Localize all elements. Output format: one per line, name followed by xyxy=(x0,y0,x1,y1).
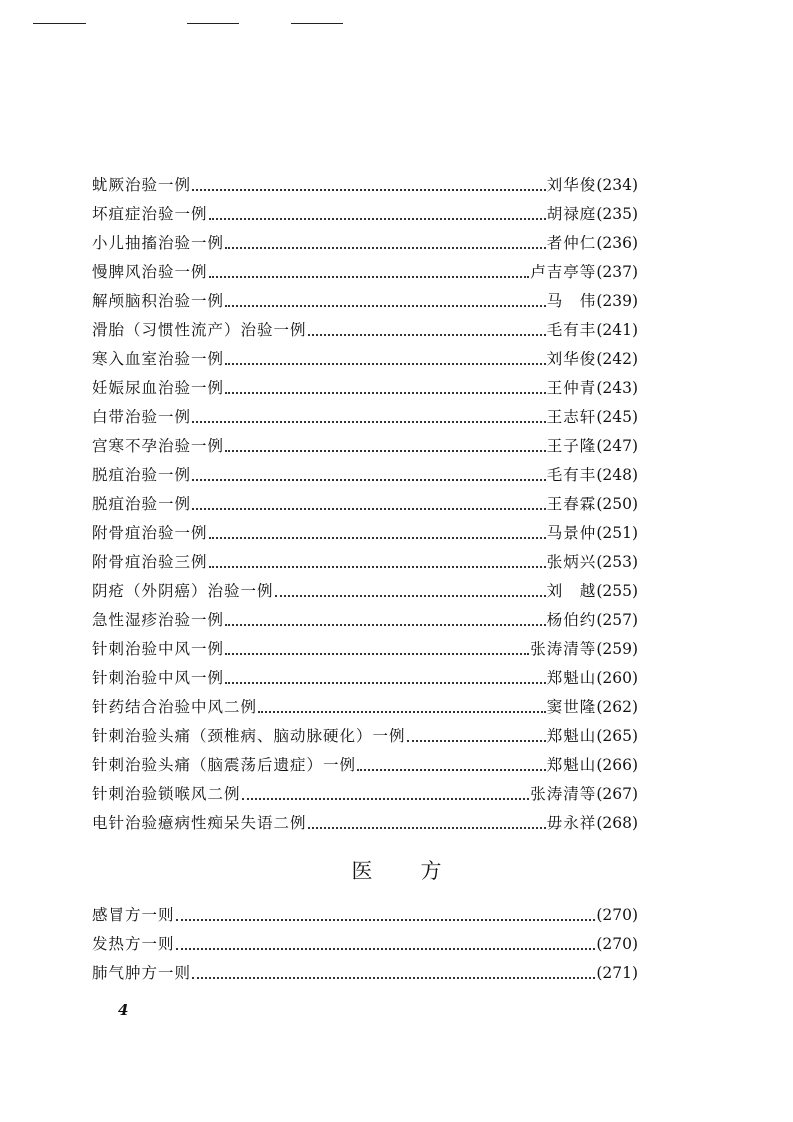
toc-entry-page: (241) xyxy=(596,321,638,339)
toc-entry-author: 胡禄庭 xyxy=(546,205,597,223)
top-rule-middle xyxy=(187,23,239,24)
toc-entry-title: 针刺治验中风一例 xyxy=(92,640,225,658)
toc-entry-page: (262) xyxy=(596,698,638,716)
toc-entry-title: 急性湿疹治验一例 xyxy=(92,611,225,629)
toc-entry-author: 刘 越 xyxy=(546,582,597,600)
page-number: 4 xyxy=(118,1001,129,1019)
toc-entry xyxy=(92,548,638,572)
toc-leader-dots xyxy=(192,977,595,979)
toc-entry-title: 蚘厥治验一例 xyxy=(92,176,192,194)
toc-entry xyxy=(92,577,638,601)
toc-entry-title: 感冒方一则 xyxy=(92,906,175,924)
toc-entry-page: (257) xyxy=(596,611,638,629)
toc-leader-dots xyxy=(192,508,546,510)
section-heading: 医方 xyxy=(351,859,490,883)
toc-entry xyxy=(92,930,638,954)
toc-entry xyxy=(92,258,638,282)
toc-entry-title: 滑胎（习惯性流产）治验一例 xyxy=(92,321,307,339)
toc-leader-dots xyxy=(225,305,546,307)
toc-entry-title: 小儿抽搐治验一例 xyxy=(92,234,225,252)
toc-entry-page: (237) xyxy=(596,263,638,281)
toc-leader-dots xyxy=(209,537,546,539)
toc-entry xyxy=(92,780,638,804)
toc-leader-dots xyxy=(209,276,530,278)
toc-entry-title: 针刺治验中风一例 xyxy=(92,669,225,687)
toc-entry-title: 脱疽治验一例 xyxy=(92,495,192,513)
toc-leader-dots xyxy=(308,827,546,829)
toc-leader-dots xyxy=(258,711,546,713)
toc-entry-page: (266) xyxy=(596,756,638,774)
toc-entry xyxy=(92,432,638,456)
toc-entry-title: 坏疽症治验一例 xyxy=(92,205,208,223)
toc-entry-author: 杨伯约 xyxy=(546,611,597,629)
toc-entry-title: 解颅脑积治验一例 xyxy=(92,292,225,310)
toc-entry-author: 张涛清等 xyxy=(530,640,597,658)
toc-leader-dots xyxy=(209,218,546,220)
toc-leader-dots xyxy=(192,479,546,481)
toc-leader-dots xyxy=(192,189,546,191)
toc-entry-author: 毋永祥 xyxy=(546,814,597,832)
toc-leader-dots xyxy=(225,624,546,626)
toc-entry-title: 针刺治验锁喉风二例 xyxy=(92,785,241,803)
toc-entry-title: 寒入血室治验一例 xyxy=(92,350,225,368)
toc-entry-page: (242) xyxy=(596,350,638,368)
toc-leader-dots xyxy=(176,919,596,921)
toc-leader-dots xyxy=(308,334,546,336)
toc-entry-title: 阴疮（外阴癌）治验一例 xyxy=(92,582,274,600)
toc-entry-page: (234) xyxy=(596,176,638,194)
toc-entry-page: (260) xyxy=(596,669,638,687)
toc-entry-author: 刘华俊 xyxy=(546,176,597,194)
toc-entry-page: (239) xyxy=(596,292,638,310)
toc-entry-page: (271) xyxy=(596,964,638,982)
toc-entry xyxy=(92,171,638,195)
toc-entry-title: 白带治验一例 xyxy=(92,408,192,426)
toc-entry-author: 王仲青 xyxy=(546,379,597,397)
toc-entry-title: 电针治验癔病性痴呆失语二例 xyxy=(92,814,307,832)
toc-entry-page: (236) xyxy=(596,234,638,252)
toc-entry xyxy=(92,490,638,514)
toc-entry-page: (253) xyxy=(596,553,638,571)
toc-entry-title: 针刺治验头痛（颈椎病、脑动脉硬化）一例 xyxy=(92,727,406,745)
toc-entry-title: 针药结合治验中风二例 xyxy=(92,698,258,716)
toc-entry-page: (255) xyxy=(596,582,638,600)
toc-entry-title: 附骨疽治验三例 xyxy=(92,553,208,571)
toc-entry-author: 郑魁山 xyxy=(546,727,597,745)
toc-entry-title: 发热方一则 xyxy=(92,935,175,953)
toc-entry xyxy=(92,635,638,659)
toc-entry-author: 刘华俊 xyxy=(546,350,597,368)
toc-entry-title: 脱疽治验一例 xyxy=(92,466,192,484)
toc-leader-dots xyxy=(225,392,546,394)
toc-leader-dots xyxy=(225,653,529,655)
toc-entry xyxy=(92,287,638,311)
toc-entry-author: 王志轩 xyxy=(546,408,597,426)
toc-entry-author: 马景仲 xyxy=(546,524,597,542)
toc-entry-page: (251) xyxy=(596,524,638,542)
toc-entry-author: 毛有丰 xyxy=(546,321,597,339)
toc-entry-page: (250) xyxy=(596,495,638,513)
toc-entry xyxy=(92,345,638,369)
toc-entry-page: (247) xyxy=(596,437,638,455)
toc-entry-page: (248) xyxy=(596,466,638,484)
toc-entry xyxy=(92,316,638,340)
toc-leader-dots xyxy=(407,740,546,742)
toc-entry xyxy=(92,809,638,833)
toc-leader-dots xyxy=(176,948,596,950)
toc-entry xyxy=(92,606,638,630)
toc-leader-dots xyxy=(225,682,546,684)
toc-entry xyxy=(92,461,638,485)
toc-entry-title: 肺气肿方一则 xyxy=(92,964,192,982)
toc-entry-title: 妊娠尿血治验一例 xyxy=(92,379,225,397)
toc-entry xyxy=(92,374,638,398)
toc-leader-dots xyxy=(225,247,546,249)
toc-entry-author: 窦世隆 xyxy=(546,698,597,716)
toc-entry-author: 卢吉亭等 xyxy=(530,263,597,281)
toc-entry-title: 针刺治验头痛（脑震荡后遗症）一例 xyxy=(92,756,357,774)
toc-entry-author: 郑魁山 xyxy=(546,669,597,687)
toc-leader-dots xyxy=(192,421,546,423)
top-rule-right xyxy=(291,23,343,24)
toc-entry-author: 张炳兴 xyxy=(546,553,597,571)
toc-entry xyxy=(92,200,638,224)
toc-entry xyxy=(92,722,638,746)
toc-entry-page: (259) xyxy=(596,640,638,658)
toc-leader-dots xyxy=(209,566,546,568)
toc-entry-author: 马 伟 xyxy=(546,292,597,310)
toc-leader-dots xyxy=(275,595,546,597)
toc-entry-page: (235) xyxy=(596,205,638,223)
toc-entry xyxy=(92,959,638,983)
toc-entry xyxy=(92,403,638,427)
toc-entry xyxy=(92,664,638,688)
toc-entry-page: (270) xyxy=(596,906,638,924)
toc-leader-dots xyxy=(225,363,546,365)
toc-entry xyxy=(92,229,638,253)
toc-entry-page: (265) xyxy=(596,727,638,745)
toc-entry-title: 附骨疽治验一例 xyxy=(92,524,208,542)
toc-entry-page: (245) xyxy=(596,408,638,426)
top-rule-left xyxy=(33,23,86,24)
toc-entry-author: 王子隆 xyxy=(546,437,597,455)
toc-entry-author: 者仲仁 xyxy=(546,234,597,252)
toc-entry-author: 郑魁山 xyxy=(546,756,597,774)
toc-entry xyxy=(92,901,638,925)
toc-leader-dots xyxy=(225,450,546,452)
toc-entry-page: (270) xyxy=(596,935,638,953)
toc-entry-page: (267) xyxy=(596,785,638,803)
toc-entry-author: 毛有丰 xyxy=(546,466,597,484)
toc-entry xyxy=(92,693,638,717)
toc-entry-author: 王春霖 xyxy=(546,495,597,513)
toc-entry-page: (268) xyxy=(596,814,638,832)
toc-entry xyxy=(92,519,638,543)
toc-entry-title: 慢脾风治验一例 xyxy=(92,263,208,281)
toc-entry xyxy=(92,751,638,775)
toc-entry-author: 张涛清等 xyxy=(530,785,597,803)
toc-leader-dots xyxy=(242,798,530,800)
toc-entry-page: (243) xyxy=(596,379,638,397)
toc-leader-dots xyxy=(357,769,546,771)
toc-entry-title: 宫寒不孕治验一例 xyxy=(92,437,225,455)
